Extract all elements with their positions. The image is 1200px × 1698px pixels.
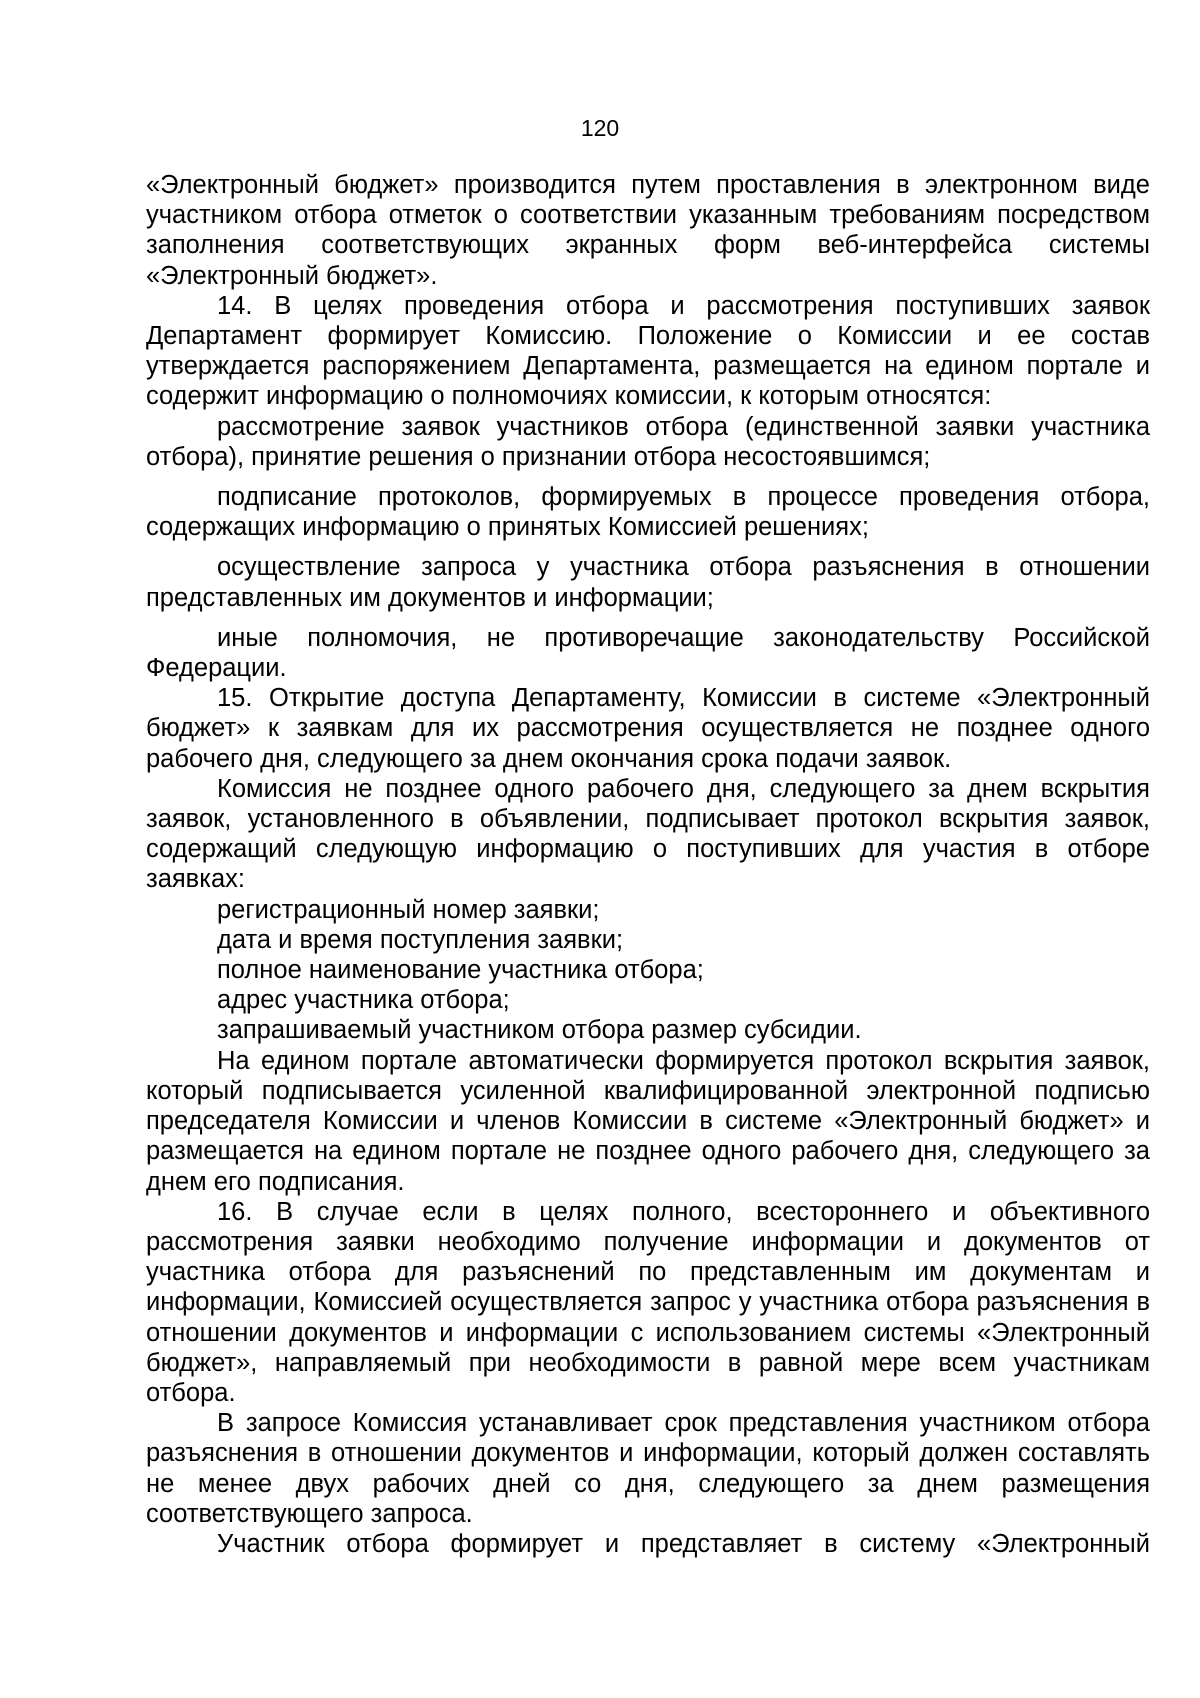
paragraph: В запросе Комиссия устанавливает срок представления участником отбора разъяснения в отношении документов и информации, который должен составлять не менее двух рабочих дней со дня, следующего за днем размещения соответствующего запроса. (146, 1409, 1150, 1528)
list-item: подписание протоколов, формируемых в процессе проведения отбора, содержащих информацию о принятых Комиссией решениях; (146, 483, 1150, 542)
paragraph: На едином портале автоматически формируется протокол вскрытия заявок, который подписывается усиленной квалифицированной электронной подписью председателя Комиссии и членов Комиссии в системе «Электронный бюджет» и размещается на едином портале не позднее одного рабочего дня, следующего за днем его подписания. (146, 1046, 1150, 1196)
list-item: рассмотрение заявок участников отбора (единственной заявки участника отбора), принятие решения о признании отбора несостоявшимся; (146, 412, 1150, 471)
paragraph: Участник отбора формирует и представляет в систему «Электронный (217, 1529, 1150, 1558)
list-item: дата и время поступления заявки; (217, 925, 624, 954)
list-item: запрашиваемый участником отбора размер субсидии. (217, 1016, 862, 1045)
paragraph-item-15: 15. Открытие доступа Департаменту, Комиссии в системе «Электронный бюджет» к заявкам для их рассмотрения осуществляется не позднее одного рабочего дня, следующего за днем окончания срока подачи заявок. (146, 684, 1150, 773)
paragraph-item-16: 16. В случае если в целях полного, всестороннего и объективного рассмотрения заявки необходимо получение информации и документов от участника отбора для разъяснений по представленным им документам и информации, Комиссией осуществляется запрос у участника отбора разъяснения в отношении документов и информации с использованием системы «Электронный бюджет», направляемый при необходимости в равной мере всем участникам отбора. (146, 1197, 1150, 1407)
paragraph-item-14: 14. В целях проведения отбора и рассмотрения поступивших заявок Департамент формирует Комиссию. Положение о Комиссии и ее состав утверждается распоряжением Департамента, размещается на едином портале и содержит информацию о полномочиях комиссии, к которым относятся: (146, 291, 1150, 411)
paragraph: «Электронный бюджет» производится путем проставления в электронном виде участником отбора отметок о соответствии указанным требованиям посредством заполнения соответствующих экранных форм веб-интерфейса системы «Электронный бюджет». (146, 171, 1150, 290)
list-item: иные полномочия, не противоречащие законодательству Российской Федерации. (146, 623, 1150, 683)
list-item: осуществление запроса у участника отбора разъяснения в отношении представленных им документов и информации; (146, 553, 1150, 612)
list-item: полное наименование участника отбора; (217, 956, 704, 985)
list-item: регистрационный номер заявки; (217, 895, 600, 924)
page-number: 120 (580, 115, 620, 141)
paragraph: Комиссия не позднее одного рабочего дня, следующего за днем вскрытия заявок, установленного в объявлении, подписывает протокол вскрытия заявок, содержащий следующую информацию о поступивших для участия в отборе заявках: (146, 774, 1150, 894)
list-item: адрес участника отбора; (217, 986, 510, 1015)
document-body (146, 170, 1150, 1559)
